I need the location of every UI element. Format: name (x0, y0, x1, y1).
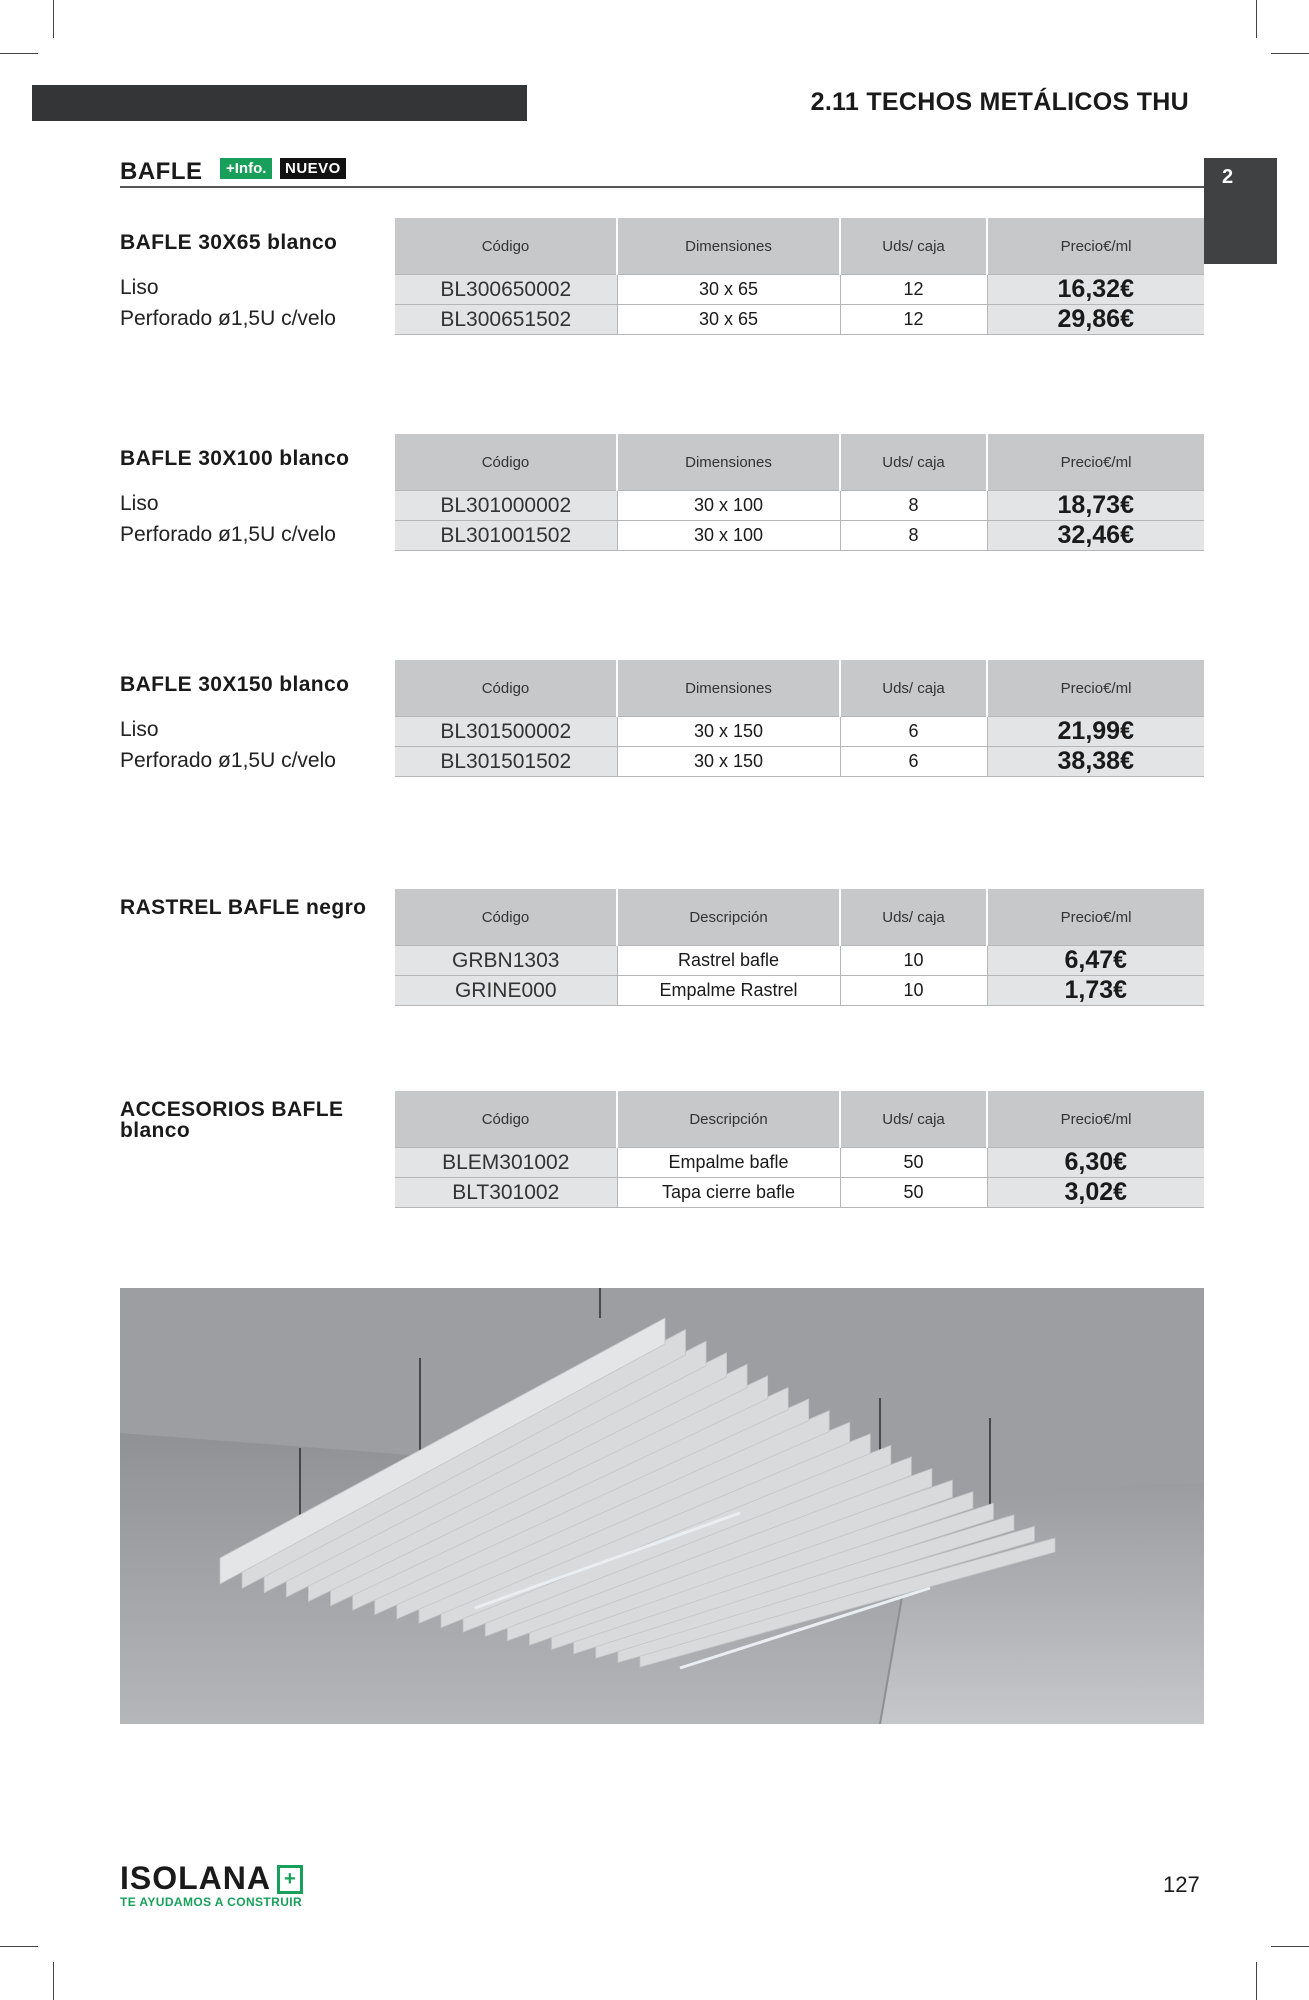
column-header: Código (395, 660, 617, 717)
description: Empalme bafle (617, 1148, 840, 1178)
block-title: RASTREL BAFLE negro (120, 896, 367, 919)
variant-label: Perforado ø1,5U c/velo (120, 749, 336, 772)
table-row (395, 717, 1204, 747)
price: 6,47€ (987, 946, 1204, 976)
table-row (395, 305, 1204, 335)
crop-mark (1271, 1946, 1309, 1947)
column-header: Precio€/ml (987, 1091, 1204, 1148)
dimensions: 30 x 150 (617, 717, 840, 747)
column-header: Dimensiones (617, 434, 840, 491)
units-per-box: 12 (840, 305, 987, 335)
product-code: BL300650002 (395, 275, 617, 305)
header-divider (120, 186, 1204, 188)
price: 3,02€ (987, 1178, 1204, 1208)
crop-mark (53, 1962, 54, 2000)
product-header (120, 156, 1204, 188)
price: 29,86€ (987, 305, 1204, 335)
crop-mark (1271, 53, 1309, 54)
column-header: Código (395, 1091, 617, 1148)
column-header: Código (395, 434, 617, 491)
product-photo (120, 1288, 1204, 1724)
description: Empalme Rastrel (617, 976, 840, 1006)
dimensions: 30 x 100 (617, 521, 840, 551)
column-header: Uds/ caja (840, 218, 987, 275)
chapter-tab (1204, 158, 1277, 264)
price: 16,32€ (987, 275, 1204, 305)
slogan: TE AYUDAMOS A CONSTRUIR (120, 1895, 303, 1909)
column-header: Descripción (617, 889, 840, 946)
crop-mark (1256, 1962, 1257, 2000)
product-title: BAFLE (120, 158, 203, 185)
column-header: Uds/ caja (840, 1091, 987, 1148)
block-title: BAFLE 30X150 blanco (120, 673, 350, 696)
dimensions: 30 x 65 (617, 305, 840, 335)
variant-label: Liso (120, 718, 159, 741)
dimensions: 30 x 150 (617, 747, 840, 777)
product-code: BL301500002 (395, 717, 617, 747)
variant-label: Liso (120, 492, 159, 515)
table-row (395, 946, 1204, 976)
price-table (395, 1091, 1204, 1208)
product-code: BL300651502 (395, 305, 617, 335)
column-header: Precio€/ml (987, 218, 1204, 275)
table-row (395, 976, 1204, 1006)
block-title: BAFLE 30X65 blanco (120, 231, 338, 254)
table-row (395, 521, 1204, 551)
description: Rastrel bafle (617, 946, 840, 976)
price: 32,46€ (987, 521, 1204, 551)
column-header: Precio€/ml (987, 660, 1204, 717)
units-per-box: 8 (840, 491, 987, 521)
column-header: Dimensiones (617, 218, 840, 275)
header-bar (32, 85, 527, 121)
logo-plus-icon: + (277, 1865, 303, 1894)
block-title: ACCESORIOS BAFLE blanco (120, 1098, 344, 1142)
price-table (395, 660, 1204, 777)
table-row (395, 275, 1204, 305)
units-per-box: 10 (840, 946, 987, 976)
table-row (395, 1178, 1204, 1208)
table-row (395, 747, 1204, 777)
units-per-box: 50 (840, 1148, 987, 1178)
units-per-box: 12 (840, 275, 987, 305)
product-code: GRBN1303 (395, 946, 617, 976)
price: 6,30€ (987, 1148, 1204, 1178)
column-header: Descripción (617, 1091, 840, 1148)
crop-mark (53, 0, 54, 38)
units-per-box: 10 (840, 976, 987, 1006)
column-header: Uds/ caja (840, 889, 987, 946)
variant-label: Liso (120, 276, 159, 299)
price: 38,38€ (987, 747, 1204, 777)
column-header: Código (395, 889, 617, 946)
units-per-box: 50 (840, 1178, 987, 1208)
dimensions: 30 x 65 (617, 275, 840, 305)
price-table (395, 218, 1204, 335)
column-header: Precio€/ml (987, 434, 1204, 491)
crop-mark (1256, 0, 1257, 38)
crop-mark (0, 1946, 38, 1947)
crop-mark (0, 53, 38, 54)
price: 1,73€ (987, 976, 1204, 1006)
column-header: Código (395, 218, 617, 275)
section-title: 2.11 TECHOS METÁLICOS THU (810, 88, 1189, 116)
info-badge[interactable]: +Info. (220, 158, 272, 179)
price: 18,73€ (987, 491, 1204, 521)
new-badge: NUEVO (280, 158, 346, 179)
product-code: BLEM301002 (395, 1148, 617, 1178)
units-per-box: 6 (840, 747, 987, 777)
logo-name: ISOLANA (120, 1860, 271, 1896)
units-per-box: 8 (840, 521, 987, 551)
product-code: GRINE000 (395, 976, 617, 1006)
description: Tapa cierre bafle (617, 1178, 840, 1208)
column-header: Uds/ caja (840, 434, 987, 491)
variant-label: Perforado ø1,5U c/velo (120, 307, 336, 330)
brand-logo (120, 1860, 303, 1909)
units-per-box: 6 (840, 717, 987, 747)
table-row (395, 1148, 1204, 1178)
price: 21,99€ (987, 717, 1204, 747)
price-table (395, 434, 1204, 551)
table-row (395, 491, 1204, 521)
dimensions: 30 x 100 (617, 491, 840, 521)
product-code: BL301501502 (395, 747, 617, 777)
product-code: BL301000002 (395, 491, 617, 521)
chapter-number: 2 (1222, 166, 1234, 188)
page-number: 127 (1163, 1872, 1200, 1897)
price-table (395, 889, 1204, 1006)
column-header: Precio€/ml (987, 889, 1204, 946)
column-header: Dimensiones (617, 660, 840, 717)
product-code: BL301001502 (395, 521, 617, 551)
block-title: BAFLE 30X100 blanco (120, 447, 350, 470)
variant-label: Perforado ø1,5U c/velo (120, 523, 336, 546)
baffle-ceiling-illustration (120, 1288, 1204, 1724)
product-code: BLT301002 (395, 1178, 617, 1208)
column-header: Uds/ caja (840, 660, 987, 717)
